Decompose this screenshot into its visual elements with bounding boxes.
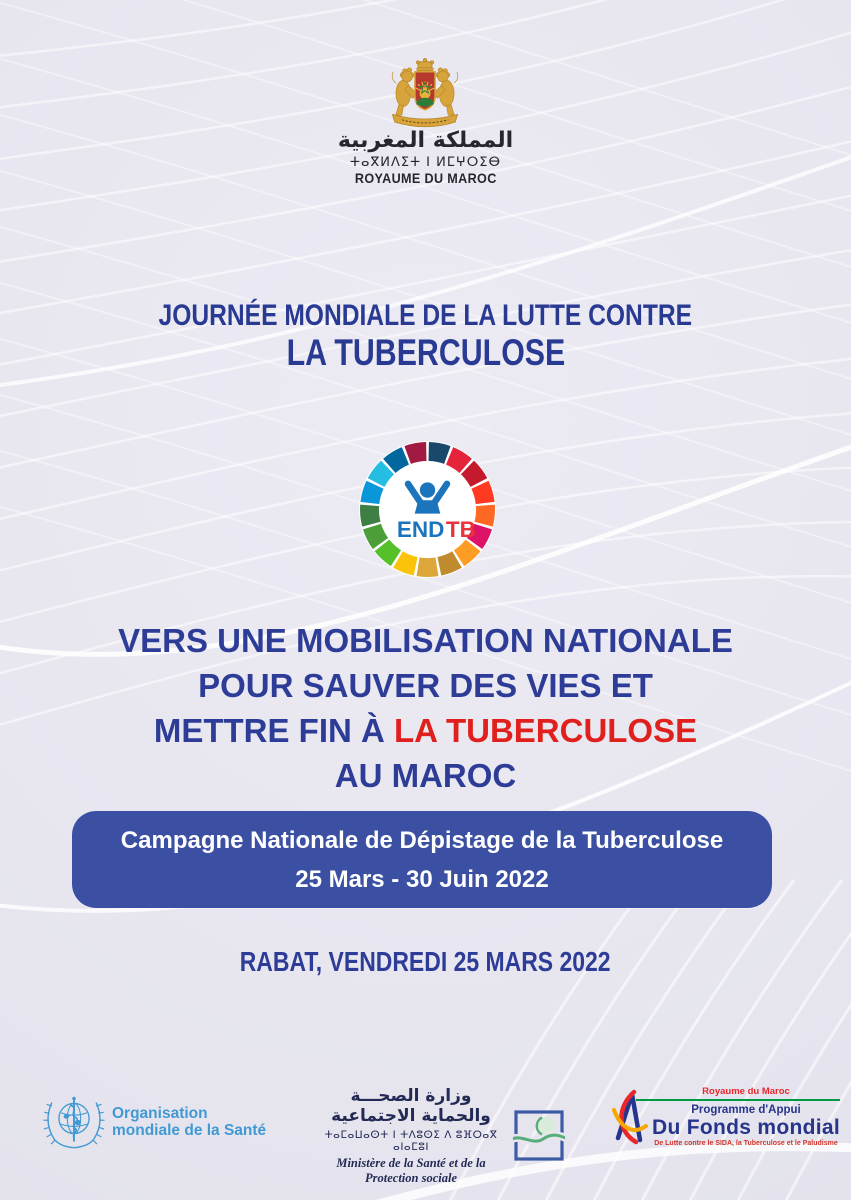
who-name-line1: Organisation (112, 1104, 208, 1122)
who-emblem-icon (43, 1093, 105, 1151)
headline-highlight-red: LA TUBERCULOSE (394, 712, 698, 749)
campaign-banner (72, 811, 772, 908)
venue-date: RABAT, VENDREDI 25 MARS 2022 (240, 946, 611, 977)
headline-line4: AU MAROC (334, 757, 517, 794)
kingdom-name-french: ROYAUME DU MAROC (354, 170, 497, 186)
ministry-name-french: Ministère de la Santé et de la Protection sociale (336, 1156, 486, 1185)
end-tb-logo (359, 441, 496, 578)
global-fund-line1: Programme d'Appui (691, 1104, 801, 1116)
ministry-name-arabic: وزارة الصحـــة والحماية الاجتماعية (331, 1086, 491, 1126)
headline-line2: POUR SAUVER DES VIES ET (198, 667, 653, 704)
tb-label: TB (445, 517, 476, 543)
morocco-coat-of-arms (386, 57, 464, 133)
crown-icon (416, 58, 433, 70)
lion-right-icon (434, 68, 458, 115)
ministry-emblem-icon (513, 1109, 565, 1163)
motto-ribbon (392, 114, 457, 126)
headline-line3: METTRE FIN À LA TUBERCULOSE (153, 712, 698, 749)
end-label: END (396, 517, 445, 543)
lion-left-icon (392, 68, 416, 115)
who-name-line2: mondiale de la Santé (112, 1122, 267, 1139)
campaign-name: Campagne Nationale de Dépistage de la Tuberculose (120, 827, 724, 854)
shield-icon (415, 72, 435, 110)
global-fund-line3: De Lutte contre le SIDA, la Tuberculose et le Paludisme (654, 1140, 838, 1147)
global-fund-star-icon (612, 1088, 648, 1146)
green-divider-line (636, 1099, 840, 1101)
headline-line1: VERS UNE MOBILISATION NATIONALE (118, 622, 733, 659)
global-fund-logo-block (612, 1086, 840, 1147)
ministry-name-tifinagh: ⵜⴰⵎⴰⵡⴰⵙⵜ ⵏ ⵜⴷⵓⵙⵉ ⴷ ⵓⴼⵔⴰⴳ ⴰⵏⴰⵎⵓⵏ (324, 1129, 498, 1153)
poster-title-line1: JOURNÉE MONDIALE DE LA LUTTE CONTRE (158, 299, 693, 332)
ministry-logo-block (318, 1086, 565, 1186)
kingdom-name-tifinagh: ⵜⴰⴳⵍⴷⵉⵜ ⵏ ⵍⵎⵖⵔⵉⴱ (349, 155, 502, 170)
global-fund-country: Royaume du Maroc (702, 1086, 790, 1097)
global-fund-name (652, 1086, 840, 1147)
poster-title-line2: LA TUBERCULOSE (286, 332, 565, 373)
global-fund-line2: Du Fonds mondial (652, 1116, 840, 1139)
who-logo-block (43, 1093, 266, 1151)
kingdom-name-arabic: المملكة المغربية (337, 128, 514, 153)
who-name (112, 1105, 266, 1140)
campaign-dates: 25 Mars - 30 Juin 2022 (295, 866, 549, 893)
ministry-name (318, 1086, 504, 1186)
main-headline (0, 618, 851, 798)
